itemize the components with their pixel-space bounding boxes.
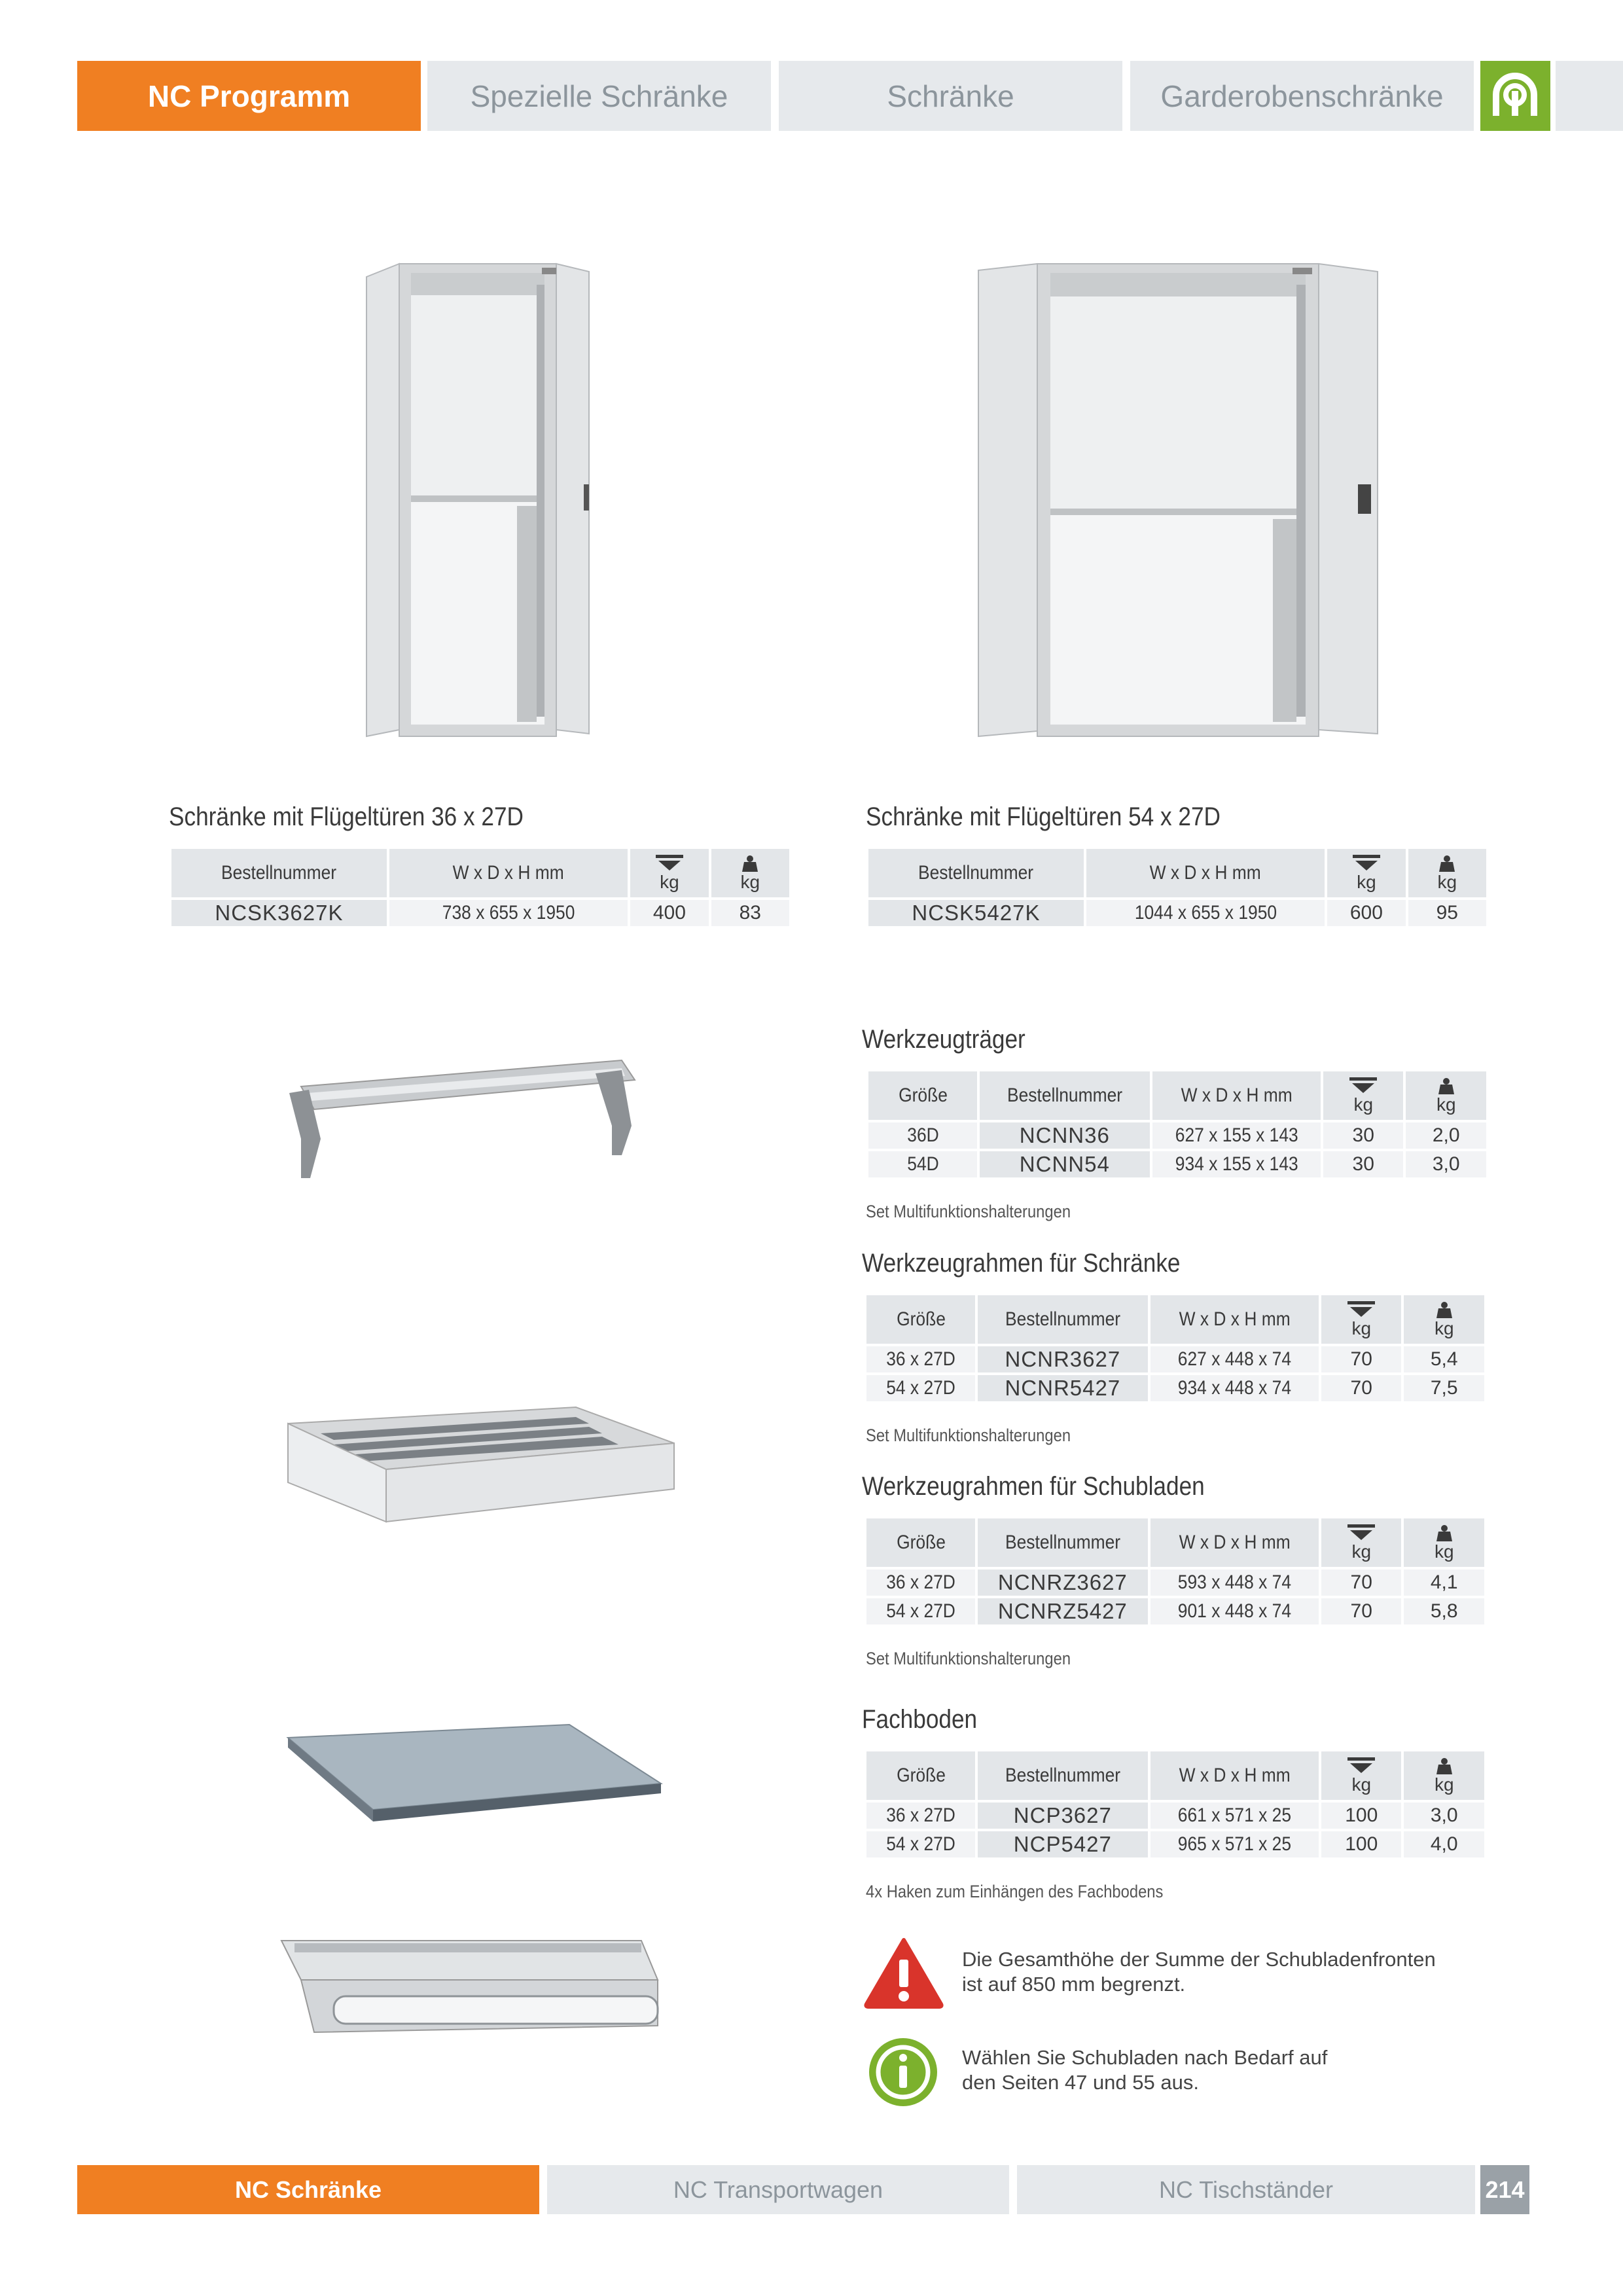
footer-tab-nc-transportwagen[interactable] xyxy=(547,2165,1009,2214)
tab-spezielle-schraenke[interactable] xyxy=(427,61,771,131)
col-header-weight: kg xyxy=(1404,1295,1484,1344)
table-note: Set Multifunktionshalterungen xyxy=(866,1426,1071,1445)
drawer-image xyxy=(275,1934,668,2045)
col-header-size: Größe xyxy=(866,1295,975,1344)
load-cell: 70 xyxy=(1321,1375,1401,1401)
tab-nc-programm[interactable] xyxy=(77,61,421,131)
info-line: Wählen Sie Schubladen nach Bedarf auf xyxy=(962,2046,1328,2069)
table-row xyxy=(866,1598,1484,1624)
table-row xyxy=(868,1122,1486,1149)
table-row xyxy=(866,1346,1484,1372)
size-cell: 54D xyxy=(868,1151,977,1177)
weight-icon xyxy=(1438,1077,1454,1094)
tab-label: Spezielle Schränke xyxy=(470,79,728,113)
footer-tab-label: NC Tischständer xyxy=(1158,2176,1334,2203)
size-cell: 54 x 27D xyxy=(866,1831,975,1857)
weight-cell: 83 xyxy=(711,900,789,926)
col-header-order: Bestellnummer xyxy=(980,1071,1150,1120)
warning-text xyxy=(962,1947,1436,1997)
load-capacity-icon xyxy=(1349,1077,1377,1094)
col-header-dims: W x D x H mm xyxy=(1150,1295,1319,1344)
table-note: 4x Haken zum Einhängen des Fachbodens xyxy=(866,1882,1164,1901)
load-capacity-icon xyxy=(1347,1301,1375,1318)
size-cell: 54 x 27D xyxy=(866,1598,975,1624)
order-number: NCSK3627K xyxy=(171,900,387,926)
dims-cell: 934 x 448 x 74 xyxy=(1150,1375,1319,1401)
dims-cell: 965 x 571 x 25 xyxy=(1150,1831,1319,1857)
table-row xyxy=(866,1803,1484,1829)
col-header-weight: kg xyxy=(1404,1751,1484,1800)
order-number: NCNN54 xyxy=(980,1151,1150,1177)
col-header-dims: W x D x H mm xyxy=(1150,1518,1319,1567)
warning-line: Die Gesamthöhe der Summe der Schubladenfronten xyxy=(962,1948,1436,1971)
cabinet-36-image xyxy=(353,259,602,743)
col-header-dims: W x D x H mm xyxy=(389,849,628,897)
col-header-order: Bestellnummer xyxy=(978,1518,1148,1567)
header-spacer xyxy=(1556,61,1623,131)
weight-cell: 2,0 xyxy=(1406,1122,1486,1149)
shelf-table xyxy=(864,1749,1487,1860)
col-header-load: kg xyxy=(1321,1295,1401,1344)
weight-cell: 5,8 xyxy=(1404,1598,1484,1624)
cabinet-54-table xyxy=(866,846,1489,929)
dims-cell: 627 x 155 x 143 xyxy=(1152,1122,1321,1149)
order-number: NCNN36 xyxy=(980,1122,1150,1149)
load-capacity-icon xyxy=(656,855,683,872)
info-text xyxy=(962,2045,1327,2095)
section-title: Schränke mit Flügeltüren 54 x 27D xyxy=(866,802,1221,831)
tab-garderobenschraenke[interactable] xyxy=(1130,61,1474,131)
dims-cell: 627 x 448 x 74 xyxy=(1150,1346,1319,1372)
load-capacity-icon xyxy=(1347,1524,1375,1541)
size-cell: 36 x 27D xyxy=(866,1346,975,1372)
load-cell: 70 xyxy=(1321,1598,1401,1624)
load-cell: 100 xyxy=(1321,1831,1401,1857)
warning-line: ist auf 850 mm begrenzt. xyxy=(962,1973,1186,1996)
tool-frame-cabinet-table xyxy=(864,1293,1487,1404)
table-row xyxy=(866,1831,1484,1857)
tab-label: Schränke xyxy=(887,79,1014,113)
size-cell: 36 x 27D xyxy=(866,1570,975,1596)
order-number: NCSK5427K xyxy=(868,900,1084,926)
order-number: NCNRZ3627 xyxy=(978,1570,1148,1596)
cabinet-36-table xyxy=(169,846,792,929)
order-number: NCP5427 xyxy=(978,1831,1148,1857)
weight-cell: 95 xyxy=(1408,900,1486,926)
load-cell: 70 xyxy=(1321,1570,1401,1596)
size-cell: 54 x 27D xyxy=(866,1375,975,1401)
cabinet-54-image xyxy=(965,259,1391,743)
load-capacity-icon xyxy=(1353,855,1380,872)
col-header-load: kg xyxy=(1321,1751,1401,1800)
col-header-load: kg xyxy=(630,849,708,897)
section-title: Werkzeugrahmen für Schränke xyxy=(862,1249,1181,1278)
section-title: Werkzeugrahmen für Schubladen xyxy=(862,1472,1205,1501)
tool-frame-drawer-table xyxy=(864,1516,1487,1627)
weight-cell: 3,0 xyxy=(1406,1151,1486,1177)
col-header-order: Bestellnummer xyxy=(978,1751,1148,1800)
tab-label: NC Programm xyxy=(147,79,351,113)
dims-cell: 934 x 155 x 143 xyxy=(1152,1151,1321,1177)
size-cell: 36D xyxy=(868,1122,977,1149)
dims-cell: 901 x 448 x 74 xyxy=(1150,1598,1319,1624)
brand-logo xyxy=(1480,61,1550,131)
dims-cell: 1044 x 655 x 1950 xyxy=(1086,900,1325,926)
col-header-dims: W x D x H mm xyxy=(1152,1071,1321,1120)
col-header-size: Größe xyxy=(866,1751,975,1800)
weight-icon xyxy=(742,855,758,872)
col-header-size: Größe xyxy=(868,1071,977,1120)
shelf-image xyxy=(281,1718,668,1823)
table-note: Set Multifunktionshalterungen xyxy=(866,1202,1071,1221)
weight-cell: 7,5 xyxy=(1404,1375,1484,1401)
load-cell: 600 xyxy=(1327,900,1405,926)
footer-tab-label: NC Schränke xyxy=(234,2176,382,2203)
order-number: NCNR3627 xyxy=(978,1346,1148,1372)
weight-cell: 4,1 xyxy=(1404,1570,1484,1596)
col-header-load: kg xyxy=(1323,1071,1403,1120)
table-note: Set Multifunktionshalterungen xyxy=(866,1649,1071,1668)
dims-cell: 738 x 655 x 1950 xyxy=(389,900,628,926)
load-cell: 400 xyxy=(630,900,708,926)
order-number: NCP3627 xyxy=(978,1803,1148,1829)
load-cell: 30 xyxy=(1323,1151,1403,1177)
section-title: Schränke mit Flügeltüren 36 x 27D xyxy=(169,802,524,831)
col-header-order: Bestellnummer xyxy=(171,849,387,897)
weight-icon xyxy=(1436,1524,1452,1541)
load-cell: 70 xyxy=(1321,1346,1401,1372)
tool-carrier-image xyxy=(281,1054,641,1185)
dims-cell: 593 x 448 x 74 xyxy=(1150,1570,1319,1596)
load-cell: 100 xyxy=(1321,1803,1401,1829)
col-header-dims: W x D x H mm xyxy=(1086,849,1325,897)
table-row xyxy=(868,1151,1486,1177)
col-header-weight: kg xyxy=(1404,1518,1484,1567)
col-header-size: Größe xyxy=(866,1518,975,1567)
col-header-dims: W x D x H mm xyxy=(1150,1751,1319,1800)
table-row xyxy=(868,900,1486,926)
table-row xyxy=(171,900,789,926)
tool-carrier-table xyxy=(866,1069,1489,1180)
info-line: den Seiten 47 und 55 aus. xyxy=(962,2071,1199,2094)
col-header-weight: kg xyxy=(1406,1071,1486,1120)
col-header-load: kg xyxy=(1327,849,1405,897)
load-capacity-icon xyxy=(1347,1757,1375,1774)
col-header-weight: kg xyxy=(1408,849,1486,897)
tab-label: Garderobenschränke xyxy=(1160,79,1444,113)
warning-icon xyxy=(863,1936,945,2009)
dims-cell: 661 x 571 x 25 xyxy=(1150,1803,1319,1829)
order-number: NCNRZ5427 xyxy=(978,1598,1148,1624)
footer-tab-nc-tischstaender[interactable] xyxy=(1017,2165,1475,2214)
col-header-weight: kg xyxy=(711,849,789,897)
col-header-order: Bestellnummer xyxy=(868,849,1084,897)
section-title: Fachboden xyxy=(862,1705,978,1734)
weight-cell: 4,0 xyxy=(1404,1831,1484,1857)
page-number: 214 xyxy=(1480,2165,1529,2214)
weight-icon xyxy=(1439,855,1455,872)
tool-frame-image xyxy=(281,1397,681,1528)
weight-icon xyxy=(1436,1757,1452,1774)
info-icon xyxy=(866,2036,940,2109)
brand-logo-icon xyxy=(1480,61,1550,131)
table-row xyxy=(866,1375,1484,1401)
size-cell: 36 x 27D xyxy=(866,1803,975,1829)
footer-tab-nc-schraenke[interactable] xyxy=(77,2165,539,2214)
table-row xyxy=(866,1570,1484,1596)
load-cell: 30 xyxy=(1323,1122,1403,1149)
section-title: Werkzeugträger xyxy=(862,1025,1026,1054)
tab-schraenke[interactable] xyxy=(779,61,1122,131)
weight-icon xyxy=(1436,1301,1452,1318)
col-header-load: kg xyxy=(1321,1518,1401,1567)
order-number: NCNR5427 xyxy=(978,1375,1148,1401)
col-header-order: Bestellnummer xyxy=(978,1295,1148,1344)
weight-cell: 5,4 xyxy=(1404,1346,1484,1372)
weight-cell: 3,0 xyxy=(1404,1803,1484,1829)
footer-tab-label: NC Transportwagen xyxy=(673,2176,883,2203)
